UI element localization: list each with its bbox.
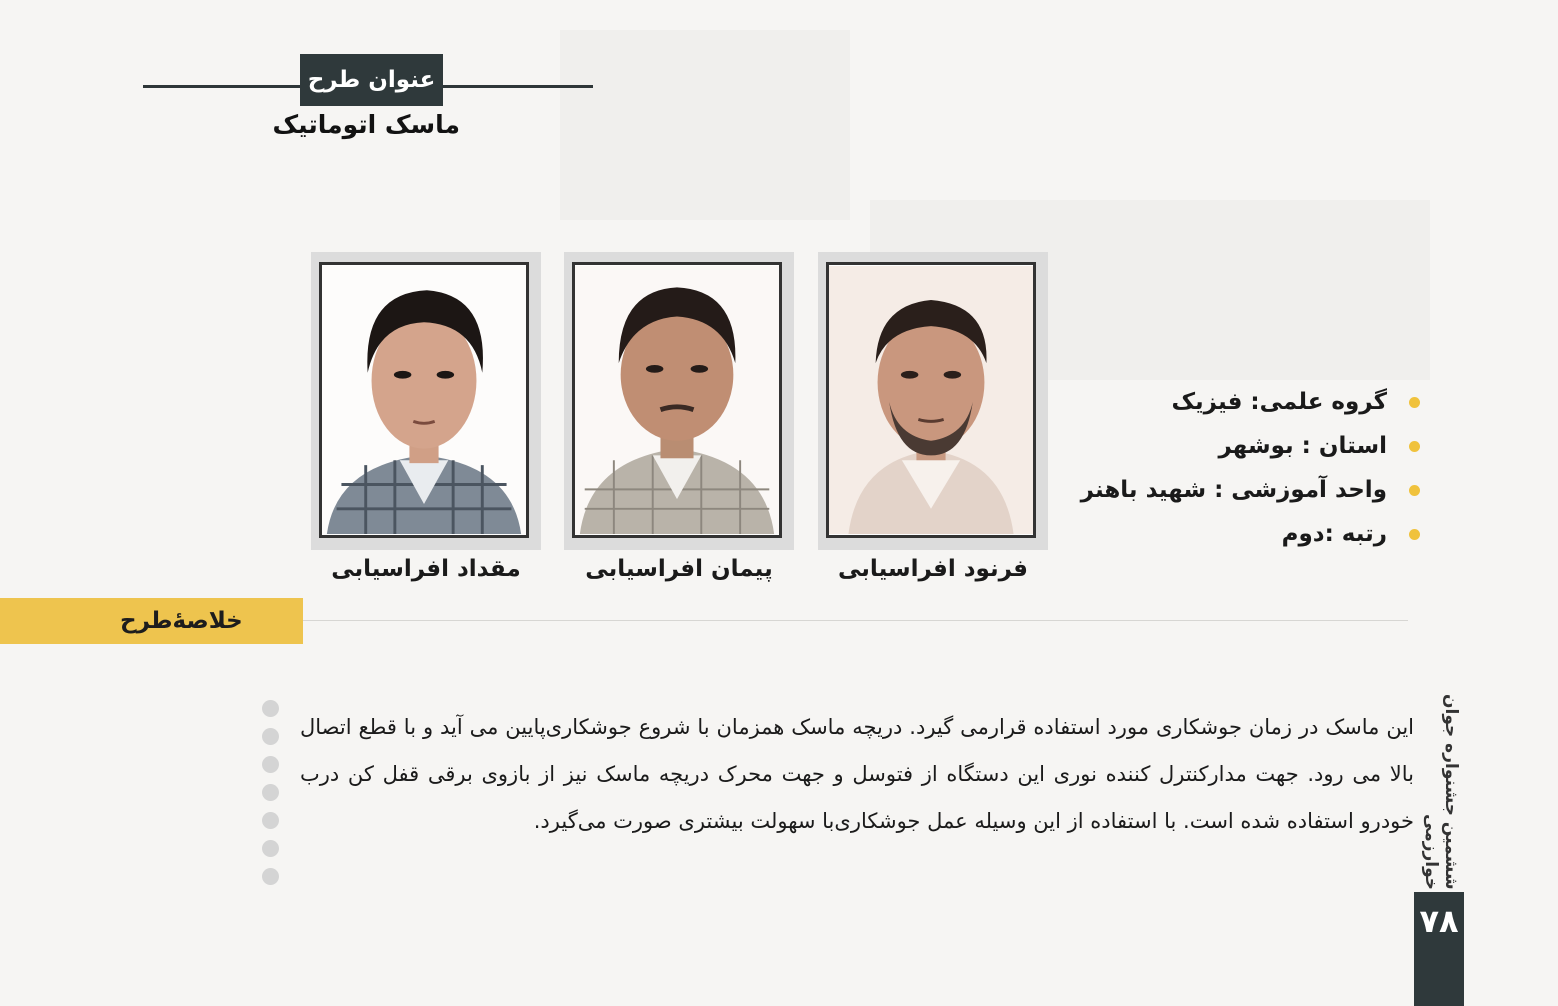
photo-frame-peyman bbox=[564, 252, 794, 550]
bullet-icon bbox=[1409, 529, 1420, 540]
dot-icon bbox=[262, 700, 279, 717]
person-name-peyman: پیمان افراسیابی bbox=[585, 556, 773, 582]
page-number: ۷۸ bbox=[1414, 892, 1464, 1006]
decorative-dots bbox=[262, 700, 280, 896]
info-item-rank bbox=[1060, 512, 1420, 556]
photo-frame-farnood bbox=[818, 252, 1048, 550]
info-text: گروه علمی: فیزیک bbox=[1171, 389, 1387, 415]
portrait-photo bbox=[572, 262, 782, 538]
summary-body: این ماسک در زمان جوشکاری مورد استفاده قرارمی گیرد. دریچه ماسک همزمان با شروع جوشکاری‌پایین می آید و با قطع اتصال بالا می رود. جهت مدارکنترل کننده نوری این دستگاه از فتوسل و جهت محرک دریچه ماسک نیز از بازوی برقی قفل کن درب خودرو استفاده شده است. با استفاده از این وسیله عمل جوشکاری‌با سهولت بیشتری صورت می‌گیرد. bbox=[300, 715, 1414, 833]
festival-side-text: ششمین جشنواره جوان خوارزمی bbox=[1421, 694, 1461, 890]
info-item-school bbox=[1060, 468, 1420, 512]
dot-icon bbox=[262, 812, 279, 829]
info-list bbox=[1060, 380, 1420, 556]
dot-icon bbox=[262, 756, 279, 773]
bullet-icon bbox=[1409, 485, 1420, 496]
summary-rule bbox=[303, 620, 1408, 621]
portrait-photo bbox=[319, 262, 529, 538]
info-text: واحد آموزشی : شهید باهنر bbox=[1080, 477, 1387, 503]
info-text: استان : بوشهر bbox=[1218, 433, 1387, 459]
summary-heading: خلاصۀطرح bbox=[120, 608, 243, 634]
person-name-farnood: فرنود افراسیابی bbox=[838, 556, 1028, 582]
show-through-block bbox=[560, 30, 850, 220]
info-item-province bbox=[1060, 424, 1420, 468]
info-item-group bbox=[1060, 380, 1420, 424]
bullet-icon bbox=[1409, 397, 1420, 408]
dot-icon bbox=[262, 784, 279, 801]
project-name: ماسک اتوماتیک bbox=[272, 110, 460, 139]
info-text: رتبه :دوم bbox=[1281, 521, 1387, 547]
dot-icon bbox=[262, 728, 279, 745]
dot-icon bbox=[262, 840, 279, 857]
title-label: عنوان طرح bbox=[300, 54, 443, 106]
dot-icon bbox=[262, 868, 279, 885]
bullet-icon bbox=[1409, 441, 1420, 452]
photo-frame-meghdad bbox=[311, 252, 541, 550]
person-name-meghdad: مقداد افراسیابی bbox=[331, 556, 521, 582]
portrait-photo bbox=[826, 262, 1036, 538]
